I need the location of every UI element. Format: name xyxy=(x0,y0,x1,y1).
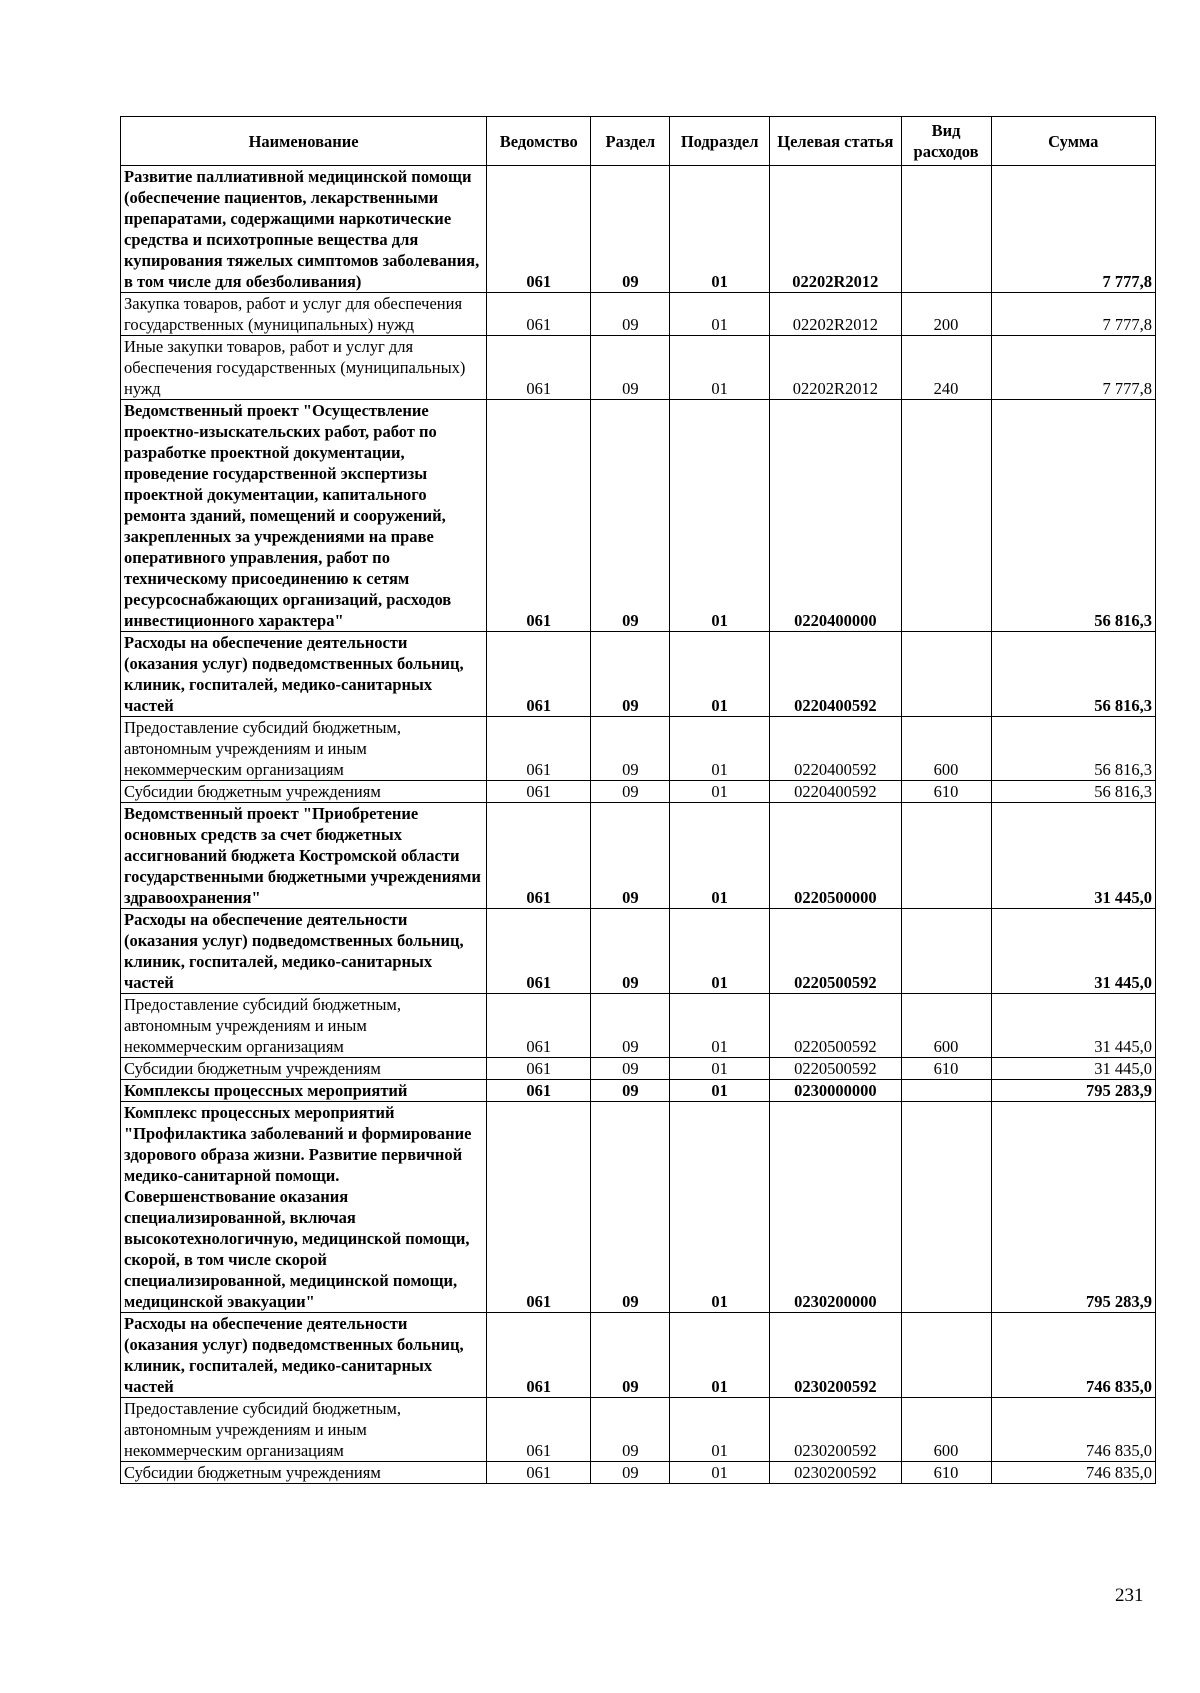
cell-department: 061 xyxy=(487,717,591,781)
table-row xyxy=(121,1398,1156,1462)
cell-expense-type: 610 xyxy=(901,1058,991,1080)
cell-target-article: 0220400592 xyxy=(770,632,902,717)
cell-section: 09 xyxy=(591,632,670,717)
header-section: Раздел xyxy=(591,117,670,166)
budget-table xyxy=(120,116,1156,1484)
cell-subsection: 01 xyxy=(670,717,770,781)
cell-name: Иные закупки товаров, работ и услуг для обеспечения государственных (муниципальных) нужд xyxy=(121,336,487,400)
cell-expense-type: 610 xyxy=(901,781,991,803)
cell-section: 09 xyxy=(591,994,670,1058)
cell-expense-type xyxy=(901,1313,991,1398)
cell-section: 09 xyxy=(591,1080,670,1102)
cell-amount: 7 777,8 xyxy=(991,166,1156,293)
table-row xyxy=(121,293,1156,336)
cell-subsection: 01 xyxy=(670,781,770,803)
cell-amount: 746 835,0 xyxy=(991,1462,1156,1484)
table-row xyxy=(121,1313,1156,1398)
cell-expense-type xyxy=(901,632,991,717)
cell-amount: 56 816,3 xyxy=(991,781,1156,803)
header-department: Ведомство xyxy=(487,117,591,166)
cell-expense-type xyxy=(901,909,991,994)
cell-section: 09 xyxy=(591,803,670,909)
header-name: Наименование xyxy=(121,117,487,166)
cell-amount: 56 816,3 xyxy=(991,717,1156,781)
cell-section: 09 xyxy=(591,1102,670,1313)
cell-amount: 7 777,8 xyxy=(991,293,1156,336)
cell-section: 09 xyxy=(591,909,670,994)
cell-section: 09 xyxy=(591,293,670,336)
table-row xyxy=(121,781,1156,803)
cell-name: Расходы на обеспечение деятельности (оказания услуг) подведомственных больниц, клиник, госпиталей, медико-санитарных частей xyxy=(121,1313,487,1398)
table-row xyxy=(121,1462,1156,1484)
table-row xyxy=(121,166,1156,293)
cell-subsection: 01 xyxy=(670,1058,770,1080)
cell-target-article: 02202R2012 xyxy=(770,166,902,293)
cell-name: Предоставление субсидий бюджетным, автономным учреждениям и иным некоммерческим организациям xyxy=(121,717,487,781)
cell-amount: 746 835,0 xyxy=(991,1398,1156,1462)
table-row xyxy=(121,336,1156,400)
cell-target-article: 02202R2012 xyxy=(770,293,902,336)
cell-subsection: 01 xyxy=(670,293,770,336)
table-row xyxy=(121,400,1156,632)
page-number: 231 xyxy=(1115,1585,1144,1606)
cell-subsection: 01 xyxy=(670,632,770,717)
header-subsection: Подраздел xyxy=(670,117,770,166)
cell-department: 061 xyxy=(487,1080,591,1102)
cell-target-article: 0230000000 xyxy=(770,1080,902,1102)
cell-department: 061 xyxy=(487,803,591,909)
cell-amount: 746 835,0 xyxy=(991,1313,1156,1398)
header-amount: Сумма xyxy=(991,117,1156,166)
cell-department: 061 xyxy=(487,632,591,717)
cell-name: Предоставление субсидий бюджетным, автономным учреждениям и иным некоммерческим организациям xyxy=(121,994,487,1058)
cell-target-article: 0230200000 xyxy=(770,1102,902,1313)
cell-expense-type xyxy=(901,400,991,632)
cell-section: 09 xyxy=(591,400,670,632)
cell-name: Комплексы процессных мероприятий xyxy=(121,1080,487,1102)
cell-amount: 7 777,8 xyxy=(991,336,1156,400)
cell-department: 061 xyxy=(487,400,591,632)
cell-section: 09 xyxy=(591,1313,670,1398)
cell-section: 09 xyxy=(591,717,670,781)
table-row xyxy=(121,1102,1156,1313)
table-row xyxy=(121,909,1156,994)
cell-amount: 31 445,0 xyxy=(991,909,1156,994)
cell-name: Развитие паллиативной медицинской помощи (обеспечение пациентов, лекарственными препаратами, содержащими наркотические средства и психотропные вещества для купирования тяжелых симптомов заболевания, в том числе для обезболивания) xyxy=(121,166,487,293)
cell-department: 061 xyxy=(487,166,591,293)
cell-name: Субсидии бюджетным учреждениям xyxy=(121,1058,487,1080)
cell-expense-type xyxy=(901,803,991,909)
cell-target-article: 0230200592 xyxy=(770,1398,902,1462)
cell-name: Комплекс процессных мероприятий "Профилактика заболеваний и формирование здорового образа жизни. Развитие первичной медико-санитарной помощи. Совершенствование оказания специализированной, включая высокотехнологичную, медицинской помощи, скорой, в том числе скорой специализированной, медицинской помощи, медицинской эвакуации" xyxy=(121,1102,487,1313)
header-expense-type: Вид расходов xyxy=(901,117,991,166)
cell-department: 061 xyxy=(487,1313,591,1398)
cell-expense-type: 600 xyxy=(901,717,991,781)
cell-amount: 56 816,3 xyxy=(991,400,1156,632)
cell-department: 061 xyxy=(487,1462,591,1484)
cell-subsection: 01 xyxy=(670,1313,770,1398)
cell-amount: 795 283,9 xyxy=(991,1102,1156,1313)
table-row xyxy=(121,717,1156,781)
cell-department: 061 xyxy=(487,1058,591,1080)
cell-expense-type: 610 xyxy=(901,1462,991,1484)
cell-amount: 31 445,0 xyxy=(991,803,1156,909)
cell-department: 061 xyxy=(487,909,591,994)
cell-expense-type xyxy=(901,1080,991,1102)
cell-name: Расходы на обеспечение деятельности (оказания услуг) подведомственных больниц, клиник, госпиталей, медико-санитарных частей xyxy=(121,632,487,717)
cell-name: Ведомственный проект "Осуществление проектно-изыскательских работ, работ по разработке проектной документации, проведение государственной экспертизы проектной документации, капитального ремонта зданий, помещений и сооружений, закрепленных за учреждениями на праве оперативного управления, работ по техническому присоединению к сетям ресурсоснабжающих организаций, расходов инвестиционного характера" xyxy=(121,400,487,632)
cell-expense-type: 240 xyxy=(901,336,991,400)
cell-section: 09 xyxy=(591,336,670,400)
table-row xyxy=(121,1058,1156,1080)
cell-name: Закупка товаров, работ и услуг для обеспечения государственных (муниципальных) нужд xyxy=(121,293,487,336)
header-target-article: Целевая статья xyxy=(770,117,902,166)
cell-target-article: 0230200592 xyxy=(770,1462,902,1484)
cell-department: 061 xyxy=(487,293,591,336)
cell-name: Ведомственный проект "Приобретение основных средств за счет бюджетных ассигнований бюджета Костромской области государственными бюджетными учреждениями здравоохранения" xyxy=(121,803,487,909)
cell-expense-type xyxy=(901,1102,991,1313)
cell-section: 09 xyxy=(591,1398,670,1462)
cell-section: 09 xyxy=(591,781,670,803)
table-row xyxy=(121,632,1156,717)
cell-subsection: 01 xyxy=(670,1398,770,1462)
cell-target-article: 0220500592 xyxy=(770,994,902,1058)
header-row xyxy=(121,117,1156,166)
cell-expense-type: 200 xyxy=(901,293,991,336)
cell-target-article: 02202R2012 xyxy=(770,336,902,400)
cell-department: 061 xyxy=(487,1102,591,1313)
cell-subsection: 01 xyxy=(670,803,770,909)
cell-amount: 31 445,0 xyxy=(991,994,1156,1058)
cell-target-article: 0220400000 xyxy=(770,400,902,632)
cell-name: Субсидии бюджетным учреждениям xyxy=(121,781,487,803)
cell-department: 061 xyxy=(487,781,591,803)
cell-subsection: 01 xyxy=(670,166,770,293)
cell-section: 09 xyxy=(591,1058,670,1080)
cell-target-article: 0220400592 xyxy=(770,781,902,803)
cell-amount: 56 816,3 xyxy=(991,632,1156,717)
cell-name: Субсидии бюджетным учреждениям xyxy=(121,1462,487,1484)
cell-department: 061 xyxy=(487,1398,591,1462)
cell-target-article: 0220500592 xyxy=(770,909,902,994)
cell-section: 09 xyxy=(591,166,670,293)
cell-subsection: 01 xyxy=(670,336,770,400)
cell-target-article: 0220400592 xyxy=(770,717,902,781)
cell-name: Расходы на обеспечение деятельности (оказания услуг) подведомственных больниц, клиник, госпиталей, медико-санитарных частей xyxy=(121,909,487,994)
table-row xyxy=(121,994,1156,1058)
cell-name: Предоставление субсидий бюджетным, автономным учреждениям и иным некоммерческим организациям xyxy=(121,1398,487,1462)
cell-subsection: 01 xyxy=(670,1080,770,1102)
cell-target-article: 0220500000 xyxy=(770,803,902,909)
cell-expense-type: 600 xyxy=(901,994,991,1058)
cell-amount: 31 445,0 xyxy=(991,1058,1156,1080)
cell-target-article: 0230200592 xyxy=(770,1313,902,1398)
cell-expense-type xyxy=(901,166,991,293)
table-row xyxy=(121,1080,1156,1102)
cell-amount: 795 283,9 xyxy=(991,1080,1156,1102)
cell-subsection: 01 xyxy=(670,1102,770,1313)
cell-department: 061 xyxy=(487,336,591,400)
cell-expense-type: 600 xyxy=(901,1398,991,1462)
cell-subsection: 01 xyxy=(670,909,770,994)
cell-subsection: 01 xyxy=(670,400,770,632)
cell-section: 09 xyxy=(591,1462,670,1484)
cell-department: 061 xyxy=(487,994,591,1058)
cell-target-article: 0220500592 xyxy=(770,1058,902,1080)
table-body xyxy=(121,166,1156,1484)
cell-subsection: 01 xyxy=(670,1462,770,1484)
table-row xyxy=(121,803,1156,909)
cell-subsection: 01 xyxy=(670,994,770,1058)
